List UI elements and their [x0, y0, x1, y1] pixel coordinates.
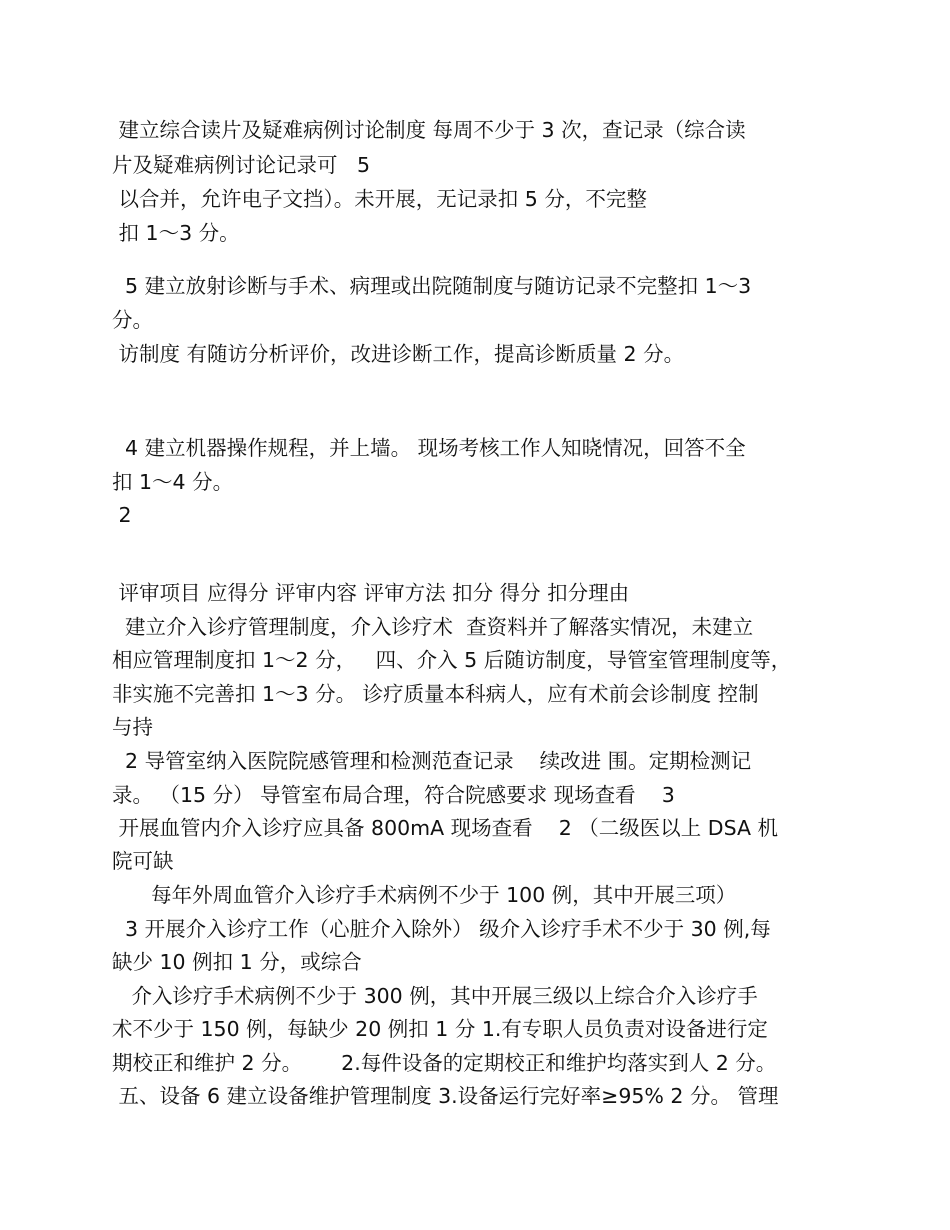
text-line: 2 导管室纳入医院院感管理和检测范查记录 续改进 围。定期检测记 [112, 749, 752, 773]
text-line: 非实施不完善扣 1～3 分。 诊疗质量本科病人，应有术前会诊制度 控制 [112, 682, 759, 706]
text-line: 片及疑难病例讨论记录可 5 [112, 153, 371, 177]
text-line: 介入诊疗手术病例不少于 300 例，其中开展三级以上综合介入诊疗手 [112, 984, 758, 1008]
text-line: 期校正和维护 2 分。 2.每件设备的定期校正和维护均落实到人 2 分。 [112, 1051, 777, 1075]
text-line: 五、设备 6 建立设备维护管理制度 3.设备运行完好率≥95% 2 分。 管理 [112, 1084, 779, 1108]
text-line: 相应管理制度扣 1～2 分， 四、介入 5 后随访制度，导管室管理制度等， [112, 648, 792, 672]
text-line: 分。 [112, 308, 153, 332]
text-line: 术不少于 150 例，每缺少 20 例扣 1 分 1.有专职人员负责对设备进行定 [112, 1017, 768, 1041]
text-line: 与持 [112, 715, 153, 739]
text-line: 录。 （15 分） 导管室布局合理，符合院感要求 现场查看 3 [112, 783, 675, 807]
text-line: 3 开展介入诊疗工作（心脏介入除外） 级介入诊疗手术不少于 30 例,每 [112, 917, 771, 941]
text-line: 院可缺 [112, 849, 174, 873]
text-line: 2 [112, 503, 132, 527]
text-line: 扣 1～3 分。 [112, 221, 240, 245]
text-line: 5 建立放射诊断与手术、病理或出院随制度与随访记录不完整扣 1～3 [112, 274, 752, 298]
text-line: 扣 1～4 分。 [112, 470, 234, 494]
text-line: 建立综合读片及疑难病例讨论制度 每周不少于 3 次，查记录（综合读 [112, 118, 746, 142]
table-header-line: 评审项目 应得分 评审内容 评审方法 扣分 得分 扣分理由 [112, 581, 630, 605]
text-line: 开展血管内介入诊疗应具备 800mA 现场查看 2 （二级医以上 DSA 机 [112, 816, 779, 840]
text-line: 4 建立机器操作规程，并上墙。 现场考核工作人知晓情况，回答不全 [112, 436, 746, 460]
text-line: 缺少 10 例扣 1 分，或综合 [112, 950, 362, 974]
text-line: 以合并，允许电子文挡）。未开展，无记录扣 5 分，不完整 [112, 187, 647, 211]
text-line: 访制度 有随访分析评价，改进诊断工作，提高诊断质量 2 分。 [112, 342, 685, 366]
text-line: 建立介入诊疗管理制度，介入诊疗术 查资料并了解落实情况，未建立 [112, 615, 754, 639]
text-line: 每年外周血管介入诊疗手术病例不少于 100 例，其中开展三项） [112, 883, 737, 907]
